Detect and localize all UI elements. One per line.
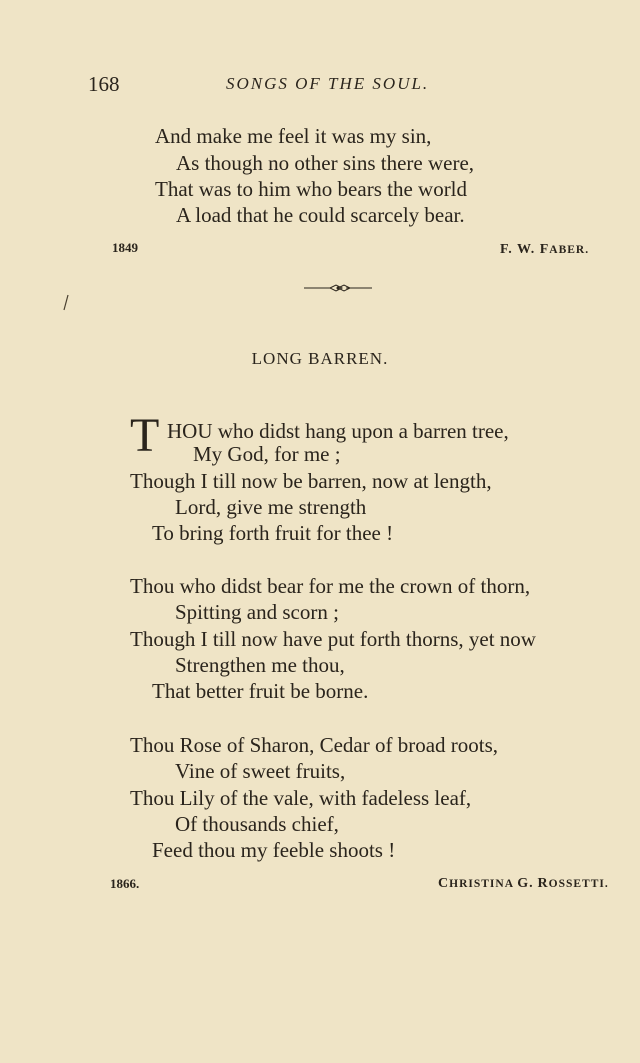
poem2-author: CHRISTINA G. ROSSETTI. bbox=[438, 876, 609, 891]
poem2-line: Vine of sweet fruits, bbox=[175, 759, 346, 783]
poem2-line: Thou Lily of the vale, with fadeless leaf, bbox=[130, 786, 472, 810]
poem2-line: HOU who didst hang upon a barren tree, bbox=[167, 419, 509, 443]
poem2-line: Thou who didst bear for me the crown of thorn, bbox=[130, 574, 531, 598]
poem2-line: Though I till now have put forth thorns, yet now bbox=[130, 627, 536, 651]
pencil-mark bbox=[60, 293, 72, 313]
poem1-author: F. W. FABER. bbox=[500, 242, 590, 257]
poem1-line: As though no other sins there were, bbox=[176, 151, 475, 175]
poem2-line: Feed thou my feeble shoots ! bbox=[152, 838, 396, 862]
poem2-line: Thou Rose of Sharon, Cedar of broad roots, bbox=[130, 733, 499, 757]
poem2-line: Spitting and scorn ; bbox=[175, 600, 339, 624]
poem1-line: And make me feel it was my sin, bbox=[155, 124, 432, 148]
ornament-divider bbox=[300, 282, 376, 294]
poem2-date: 1866. bbox=[110, 876, 140, 891]
page-number: 168 bbox=[88, 72, 120, 96]
drop-cap: T bbox=[130, 409, 160, 462]
poem2-line: Lord, give me strength bbox=[175, 495, 367, 519]
poem1-line: A load that he could scarcely bear. bbox=[176, 203, 465, 227]
poem2-line: That better fruit be borne. bbox=[152, 679, 369, 703]
poem2-line: Strengthen me thou, bbox=[175, 653, 345, 677]
running-title: SONGS OF THE SOUL. bbox=[226, 74, 430, 93]
poem-title: LONG BARREN. bbox=[251, 349, 389, 368]
poem2-line: Of thousands chief, bbox=[175, 812, 339, 836]
poem2-line: To bring forth fruit for thee ! bbox=[152, 521, 394, 545]
poem1-date: 1849 bbox=[112, 240, 138, 255]
poem2-line: Though I till now be barren, now at length, bbox=[130, 469, 492, 493]
poem1-line: That was to him who bears the world bbox=[155, 177, 468, 201]
poem2-line: My God, for me ; bbox=[193, 442, 341, 466]
